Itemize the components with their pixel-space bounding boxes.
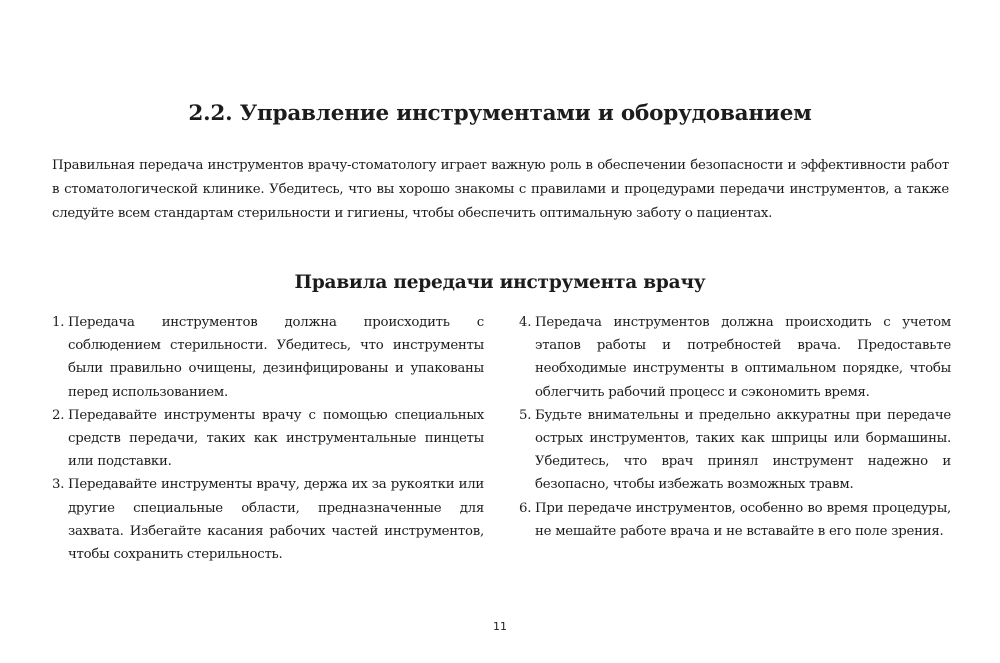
- rules-heading: Правила передачи инструмента врачу: [294, 272, 706, 294]
- rule-number: 6.: [519, 500, 532, 516]
- rule-text: При передаче инструментов, особенно во время процедуры, не мешайте работе врача и не вставайте в его поле зрения.: [535, 500, 951, 539]
- section-heading: 2.2. Управление инструментами и оборудованием: [188, 101, 812, 127]
- rule-text: Передача инструментов должна происходить с учетом этапов работы и потребностей врача. Предоставьте необходимые инструменты в оптимальном порядке, чтобы облегчить рабочий процесс и сэкономить время.: [535, 315, 951, 400]
- rule-item-3: [52, 473, 484, 566]
- rule-number: 5.: [519, 407, 532, 423]
- rule-number: 2.: [52, 407, 65, 423]
- rule-text: Передавайте инструменты врачу с помощью специальных средств передачи, таких как инструментальные пинцеты или подставки.: [68, 407, 484, 470]
- rule-number: 1.: [52, 315, 65, 330]
- rule-item-2: [52, 404, 484, 474]
- rule-text: Будьте внимательны и предельно аккуратны при передаче острых инструментов, таких как шприцы или бормашины. Убедитесь, что врач принял инструмент надежно и безопасно, чтобы избежать возможных травм.: [535, 407, 951, 493]
- rule-text: Передавайте инструменты врачу, держа их за рукоятки или другие специальные области, предназначенные для захвата. Избегайте касания рабочих частей инструментов, чтобы сохранить стерильность.: [68, 477, 484, 563]
- rule-item-5: [519, 404, 951, 497]
- rule-number: 3.: [52, 477, 65, 493]
- page-number: 11: [493, 620, 507, 633]
- rule-number: 4.: [519, 315, 532, 330]
- rules-list-left: [52, 311, 484, 566]
- rule-item-1: [52, 311, 484, 404]
- rule-item-4: [519, 311, 951, 404]
- rule-text: Передача инструментов должна происходить с соблюдением стерильности. Убедитесь, что инструменты были правильно очищены, дезинфицированы и упакованы перед использованием.: [68, 315, 484, 400]
- rule-item-6: [519, 497, 951, 543]
- rules-list-right: [519, 311, 951, 543]
- intro-paragraph: Правильная передача инструментов врачу-стоматологу играет важную роль в обеспечении безопасности и эффективности работ в стоматологической клинике. Убедитесь, что вы хорошо знакомы с правилами и процедурами передачи инструментов, а также следуйте всем стандартам стерильности и гигиены, чтобы обеспечить оптимальную заботу о пациентах.: [52, 158, 949, 222]
